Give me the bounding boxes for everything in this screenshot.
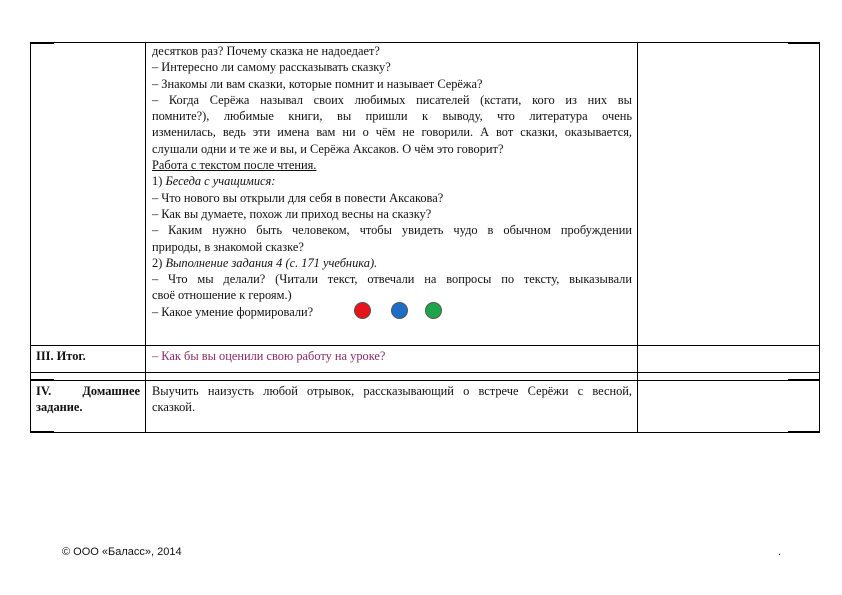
- row2-thick-right: [788, 379, 820, 381]
- lesson-content-cell: [152, 43, 632, 320]
- lesson-line-3: – Знакомы ли вам сказки, которые помнит и называет Серёжа?: [152, 76, 483, 91]
- summary-stage-cell: III. Итог.: [36, 349, 86, 363]
- table-bottom-border-thick-right: [788, 431, 820, 433]
- item2-line-2: своё отношение к героям.): [152, 288, 292, 303]
- footer-mark: .: [778, 546, 782, 558]
- item2-line-1: – Что мы делали? (Читали текст, отвечали на вопросы по тексту, выказывали: [152, 272, 632, 287]
- item2-heading: [152, 255, 632, 271]
- item1-line-4: природы, в знакомой сказке?: [152, 239, 304, 254]
- lesson-line-1: десятков раз? Почему сказка не надоедает?: [152, 44, 380, 58]
- blue-circle-marker: [391, 302, 408, 319]
- item1-line-2: – Как вы думаете, похож ли приход весны на сказку?: [152, 206, 432, 221]
- table-bottom-border: [30, 432, 820, 433]
- summary-question: – Как бы вы оценили свою работу на уроке?: [152, 349, 386, 363]
- footer-copyright: © ООО «Баласс», 2014: [62, 546, 182, 558]
- column-divider-1: [145, 42, 146, 433]
- item2-line-3: – Какое умение формировали?: [152, 304, 314, 319]
- table-left-border: [30, 42, 31, 433]
- homework-text-cell: [152, 383, 632, 416]
- work-heading: Работа с текстом после чтения.: [152, 158, 317, 173]
- table-right-border: [819, 42, 820, 433]
- column-divider-2: [637, 42, 638, 433]
- green-circle-marker: [425, 302, 442, 319]
- item1-line-3: – Каким нужно быть человеком, чтобы увидеть чудо в обычном пробуждении: [152, 223, 632, 238]
- row2-thick-left: [30, 379, 54, 381]
- item1-number: 1): [152, 174, 163, 189]
- item2-title: Выполнение задания 4 (с. 171 учебника).: [165, 255, 378, 270]
- item1-line-1: – Что нового вы открыли для себя в повести Аксакова?: [152, 190, 444, 205]
- lesson-line-7: слушали одни и те же и вы, и Серёжа Аксаков. О чём это говорит?: [152, 141, 504, 156]
- lesson-line-6: изменилась, ведь эти имена вам ни о чём не говорили. А вот сказки, оказывается,: [152, 125, 632, 140]
- row-divider-3: [30, 380, 820, 381]
- homework-stage-number: IV.: [36, 384, 52, 398]
- lesson-line-5: помните?), любимые книги, вы пришли к выводу, что литература очень: [152, 109, 632, 124]
- lesson-line-4: – Когда Серёжа называл своих любимых писателей (кстати, кого из них вы: [152, 92, 632, 107]
- lesson-line-2: – Интересно ли самому рассказывать сказку?: [152, 60, 391, 75]
- table-top-border-thick-right: [788, 42, 820, 44]
- item1-heading: [152, 173, 632, 189]
- homework-line-2: сказкой.: [152, 400, 196, 415]
- homework-stage-word2: задание.: [36, 400, 83, 415]
- red-circle-marker: [354, 302, 371, 319]
- row-divider-2: [30, 372, 820, 373]
- homework-stage-cell: [36, 383, 140, 416]
- homework-stage-word1: Домашнее: [82, 384, 140, 398]
- row-divider-1: [30, 345, 820, 346]
- homework-stage-line1: [36, 383, 140, 399]
- table-top-border-thick-left: [30, 42, 54, 44]
- item1-title: Беседа с учащимися:: [165, 174, 276, 189]
- item2-number: 2): [152, 255, 163, 270]
- homework-line-1: Выучить наизусть любой отрывок, рассказывающий о встрече Серёжи с весной,: [152, 384, 632, 398]
- table-bottom-border-thick-left: [30, 431, 54, 433]
